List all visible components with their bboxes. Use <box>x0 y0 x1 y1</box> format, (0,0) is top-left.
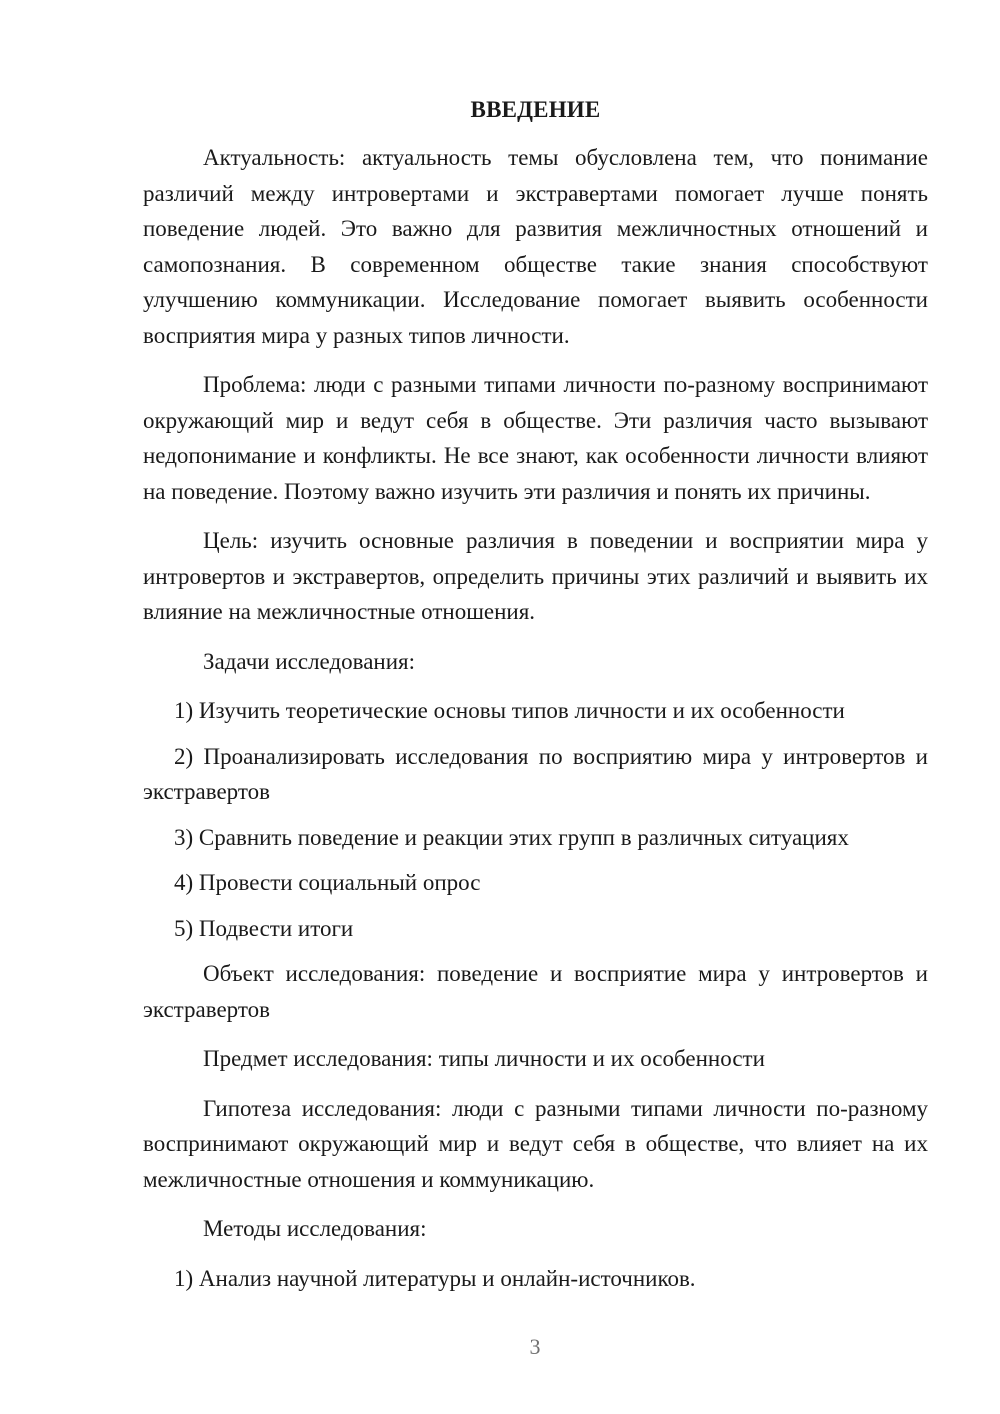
page-number: 3 <box>529 1334 541 1359</box>
paragraph-relevance: Актуальность: актуальность темы обусловлена тем, что понимание различий между интровертами и экстравертами помогает лучше понять поведение людей. Это важно для развития межличностных отношений и самопознания. В современном обществе такие знания способствуют улучшению коммуникации. Исследование помогает выявить особенности восприятия мира у разных типов личности. <box>143 145 928 348</box>
page-title: ВВЕДЕНИЕ <box>470 97 601 122</box>
paragraph-tasks-heading: Задачи исследования: <box>203 648 416 674</box>
list-item-task-4: 4) Провести социальный опрос <box>174 870 481 895</box>
page-content <box>143 95 928 1306</box>
list-item-task-5: 5) Подвести итоги <box>174 915 354 941</box>
list-item-task-3: 3) Сравнить поведение и реакции этих групп в различных ситуациях <box>174 824 849 850</box>
list-item-task-1: 1) Изучить теоретические основы типов личности и их особенности <box>174 698 845 723</box>
paragraph-hypothesis: Гипотеза исследования: люди с разными типами личности по-разному воспринимают окружающий мир и ведут себя в обществе, что влияет на их межличностные отношения и коммуникацию. <box>143 1095 928 1192</box>
paragraph-subject: Предмет исследования: типы личности и их особенности <box>203 1046 765 1071</box>
paragraph-object: Объект исследования: поведение и восприятие мира у интровертов и экстравертов <box>143 961 928 1022</box>
paragraph-methods-heading: Методы исследования: <box>203 1216 427 1241</box>
list-item-task-2: 2) Проанализировать исследования по восприятию мира у интровертов и экстравертов <box>143 743 928 804</box>
paragraph-goal: Цель: изучить основные различия в поведении и восприятии мира у интровертов и экстравертов, определить причины этих различий и выявить их влияние на межличностные отношения. <box>143 528 928 624</box>
list-item-method-1: 1) Анализ научной литературы и онлайн-источников. <box>174 1265 696 1291</box>
paragraph-problem: Проблема: люди с разными типами личности по-разному воспринимают окружающий мир и ведут себя в обществе. Эти различия часто вызывают недопонимание и конфликты. Не все знают, как особенности личности влияют на поведение. Поэтому важно изучить эти различия и понять их причины. <box>143 372 928 504</box>
